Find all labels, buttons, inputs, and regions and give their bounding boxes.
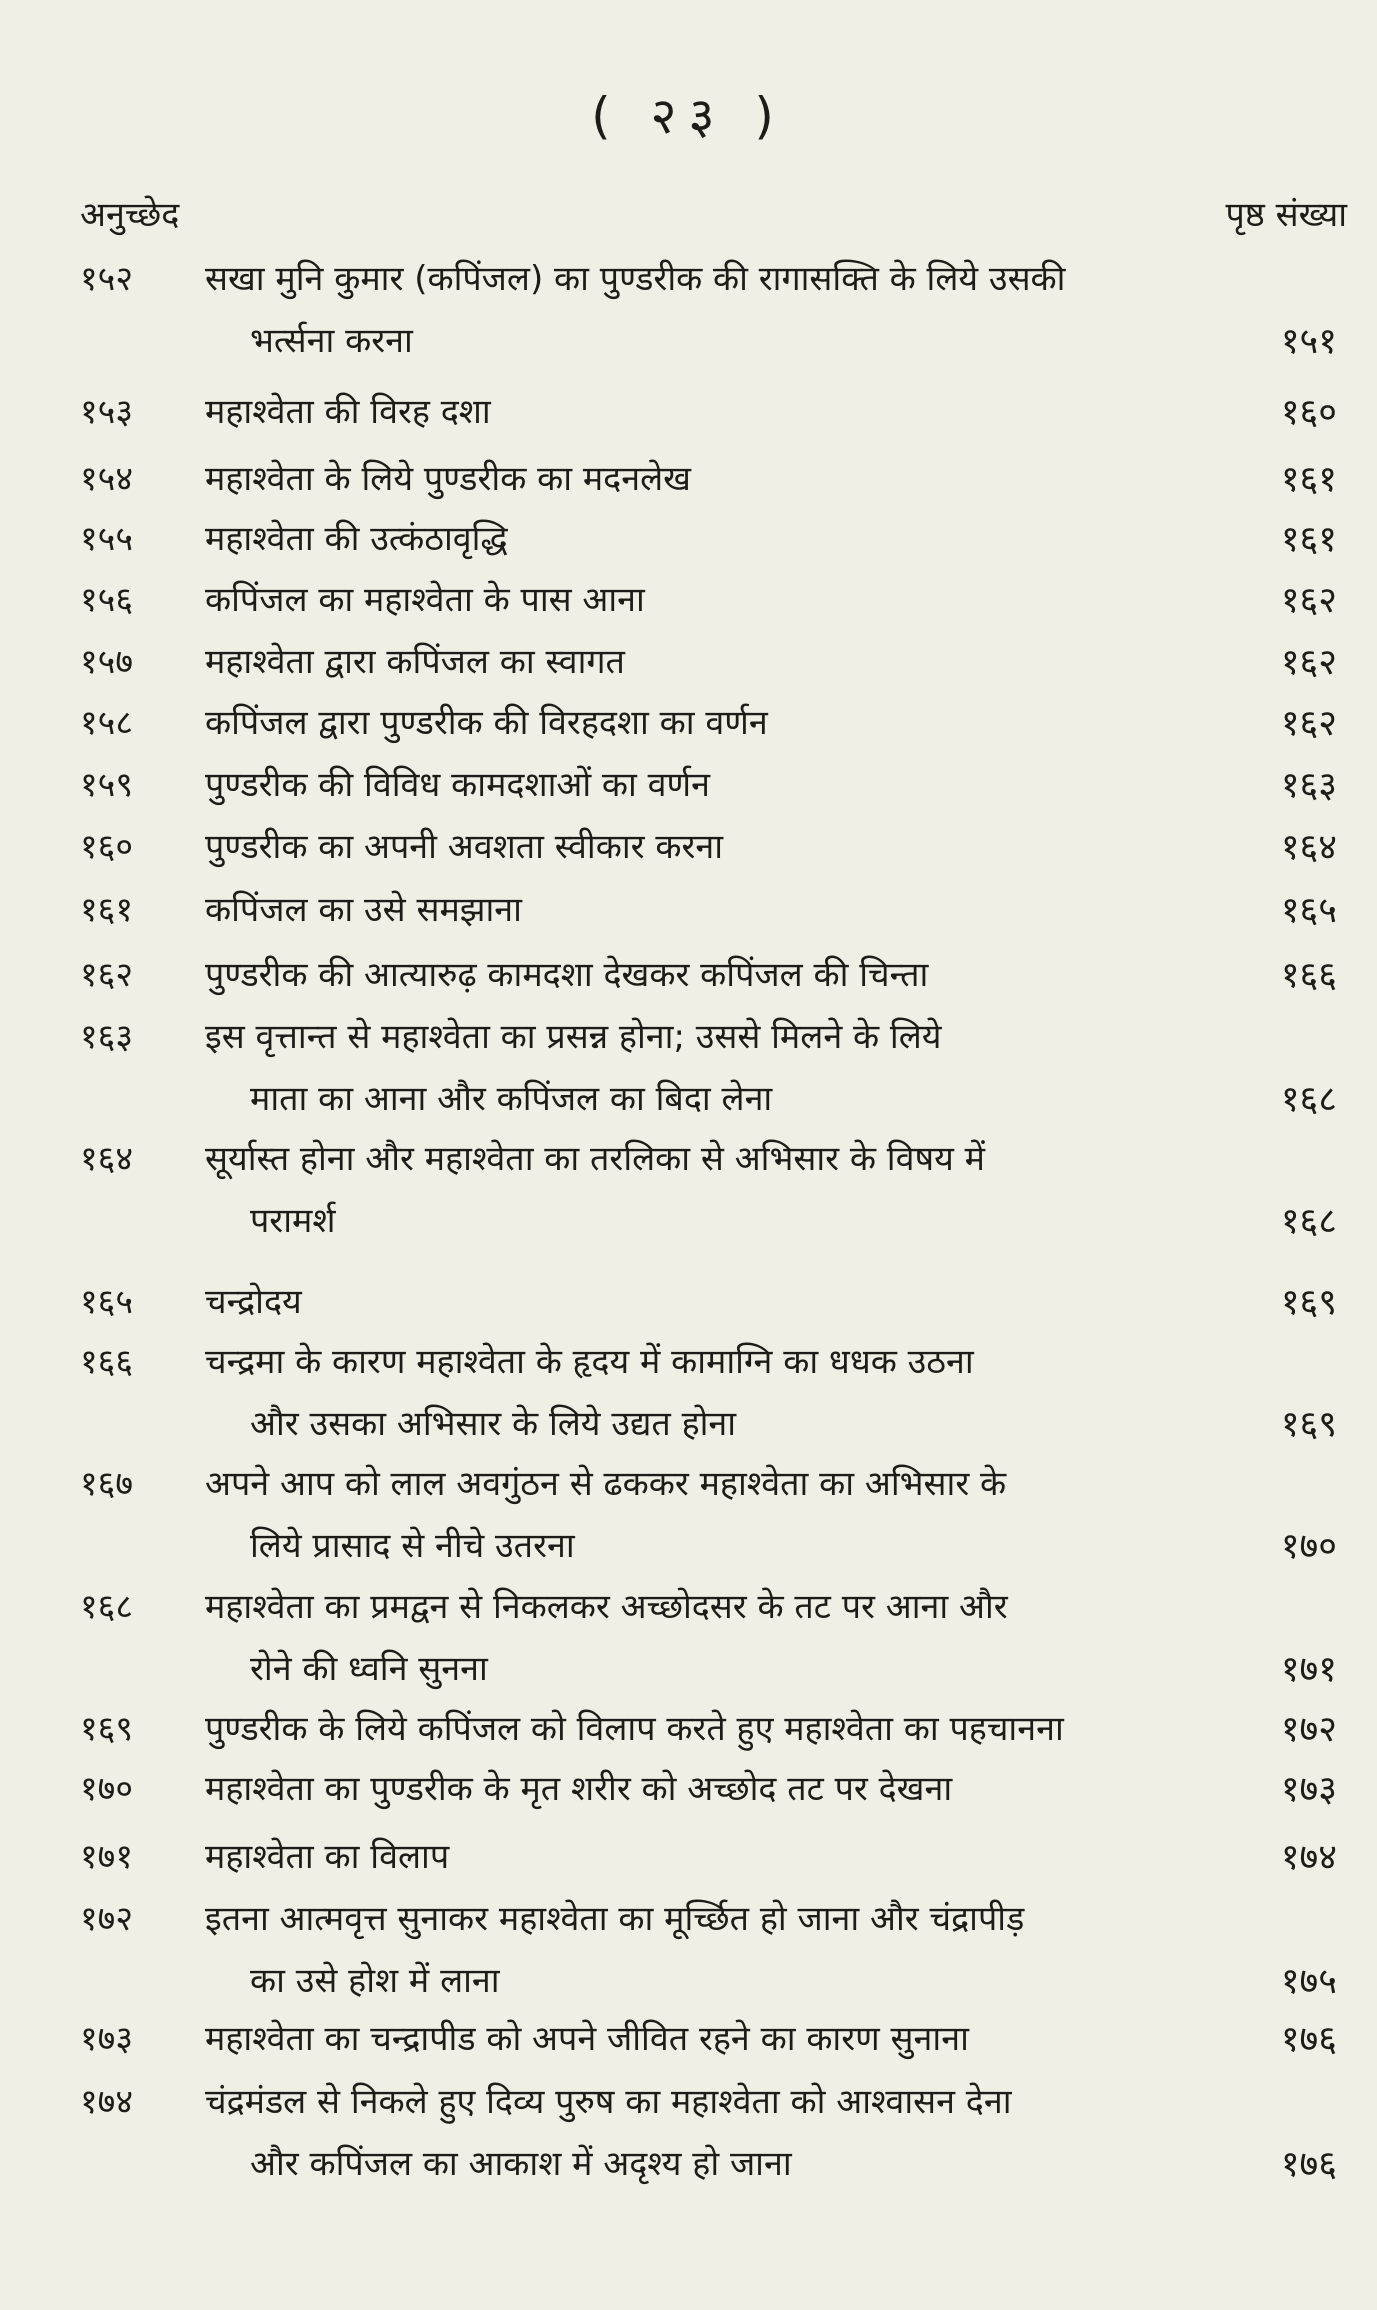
entry-title: कपिंजल का उसे समझाना — [205, 890, 522, 930]
entry-title-continuation: और उसका अभिसार के लिये उद्यत होना — [250, 1404, 737, 1444]
paragraph-number: १६१ — [80, 890, 134, 930]
page-reference: १६१ — [1280, 519, 1337, 560]
entry-title: महाश्वेता का चन्द्रापीड को अपने जीवित रहने का कारण सुनाना — [205, 2019, 969, 2059]
entry-title: महाश्वेता के लिये पुण्डरीक का मदनलेख — [205, 459, 691, 499]
entry-title: कपिंजल का महाश्वेता के पास आना — [205, 580, 645, 620]
entry-title: अपने आप को लाल अवगुंठन से ढककर महाश्वेता का अभिसार के — [205, 1464, 1007, 1504]
paragraph-number: १५३ — [80, 392, 134, 432]
entry-title: महाश्वेता का विलाप — [205, 1837, 450, 1877]
page-reference: १६० — [1280, 392, 1337, 433]
page-reference: १७५ — [1280, 1961, 1337, 2002]
paragraph-number: १६४ — [80, 1139, 134, 1179]
page-reference: १६४ — [1280, 827, 1337, 868]
paragraph-number: १५९ — [80, 765, 134, 805]
paragraph-number: १६९ — [80, 1709, 134, 1749]
paragraph-number: १६५ — [80, 1282, 134, 1322]
page-reference: १७४ — [1280, 1837, 1337, 1878]
page-reference: १७६ — [1280, 2144, 1337, 2185]
page-reference: १६९ — [1280, 1282, 1337, 1323]
entry-title: पुण्डरीक की विविध कामदशाओं का वर्णन — [205, 765, 711, 805]
page-reference: १६५ — [1280, 890, 1337, 931]
entry-title-continuation: माता का आना और कपिंजल का बिदा लेना — [250, 1079, 773, 1119]
page-reference: १६८ — [1280, 1079, 1337, 1120]
paragraph-number: १७२ — [80, 1899, 134, 1939]
entry-title: पुण्डरीक का अपनी अवशता स्वीकार करना — [205, 827, 724, 867]
entry-title: चंद्रमंडल से निकले हुए दिव्य पुरुष का महाश्वेता को आश्वासन देना — [205, 2082, 1012, 2122]
page-reference: १६२ — [1280, 580, 1337, 621]
column-header-page: पृष्ठ संख्या — [1225, 195, 1347, 235]
page-reference: १६१ — [1280, 459, 1337, 500]
page-reference: १७२ — [1280, 1709, 1337, 1750]
paragraph-number: १५६ — [80, 580, 134, 620]
page-reference: १६९ — [1280, 1404, 1337, 1445]
entry-title: इतना आत्मवृत्त सुनाकर महाश्वेता का मूर्च्छित हो जाना और चंद्रापीड़ — [205, 1899, 1025, 1939]
entry-title: चन्द्रोदय — [205, 1282, 302, 1322]
paragraph-number: १५८ — [80, 703, 134, 743]
entry-title-continuation: परामर्श — [250, 1201, 336, 1241]
entry-title-continuation: और कपिंजल का आकाश में अदृश्य हो जाना — [250, 2144, 792, 2184]
page-reference: १७३ — [1280, 1769, 1337, 1810]
entry-title: महाश्वेता की विरह दशा — [205, 392, 491, 432]
paragraph-number: १७३ — [80, 2019, 134, 2059]
entry-title: कपिंजल द्वारा पुण्डरीक की विरहदशा का वर्णन — [205, 703, 768, 743]
page-reference: १५१ — [1280, 321, 1337, 362]
paragraph-number: १७१ — [80, 1837, 134, 1877]
page-reference: १६३ — [1280, 765, 1337, 806]
page-reference: १६२ — [1280, 642, 1337, 683]
page-reference: १६२ — [1280, 703, 1337, 744]
paragraph-number: १७४ — [80, 2082, 134, 2122]
paragraph-number: १५७ — [80, 642, 134, 682]
page-number: ( २३ ) — [591, 87, 786, 145]
entry-title: इस वृत्तान्त से महाश्वेता का प्रसन्न होना; उससे मिलने के लिये — [205, 1017, 942, 1057]
entry-title: सखा मुनि कुमार (कपिंजल) का पुण्डरीक की रागासक्ति के लिये उसकी — [205, 259, 1066, 299]
paragraph-number: १६३ — [80, 1017, 134, 1057]
entry-title: महाश्वेता द्वारा कपिंजल का स्वागत — [205, 642, 625, 682]
page-reference: १७१ — [1280, 1649, 1337, 1690]
paragraph-number: १५५ — [80, 519, 134, 559]
paragraph-number: १६७ — [80, 1464, 134, 1504]
entry-title-continuation: का उसे होश में लाना — [250, 1961, 500, 2001]
entry-title: महाश्वेता की उत्कंठावृद्धि — [205, 519, 508, 559]
column-header-paragraph: अनुच्छेद — [80, 195, 180, 235]
entry-title-continuation: रोने की ध्वनि सुनना — [250, 1649, 488, 1689]
page-reference: १७६ — [1280, 2019, 1337, 2060]
paragraph-number: १६२ — [80, 955, 134, 995]
paragraph-number: १६० — [80, 827, 134, 867]
entry-title: चन्द्रमा के कारण महाश्वेता के हृदय में कामाग्नि का धधक उठना — [205, 1342, 974, 1382]
page-reference: १७० — [1280, 1526, 1337, 1567]
paragraph-number: १७० — [80, 1769, 134, 1809]
entry-title: महाश्वेता का पुण्डरीक के मृत शरीर को अच्छोद तट पर देखना — [205, 1769, 953, 1809]
entry-title-continuation: भर्त्सना करना — [250, 321, 413, 361]
entry-title: पुण्डरीक के लिये कपिंजल को विलाप करते हुए महाश्वेता का पहचानना — [205, 1709, 1064, 1749]
paragraph-number: १५२ — [80, 259, 134, 299]
entry-title: महाश्वेता का प्रमद्वन से निकलकर अच्छोदसर के तट पर आना और — [205, 1587, 1008, 1627]
paragraph-number: १६६ — [80, 1342, 134, 1382]
entry-title-continuation: लिये प्रासाद से नीचे उतरना — [250, 1526, 575, 1566]
paragraph-number: १५४ — [80, 459, 134, 499]
page-reference: १६८ — [1280, 1201, 1337, 1242]
entry-title: पुण्डरीक की आत्यारुढ़ कामदशा देखकर कपिंजल की चिन्ता — [205, 955, 929, 995]
paragraph-number: १६८ — [80, 1587, 134, 1627]
page-reference: १६६ — [1280, 955, 1337, 996]
entry-title: सूर्यास्त होना और महाश्वेता का तरलिका से अभिसार के विषय में — [205, 1139, 986, 1179]
